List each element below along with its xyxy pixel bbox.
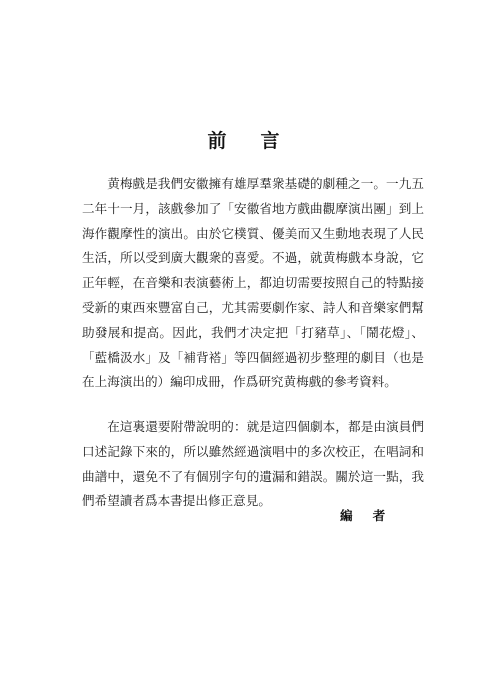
page-title: 前言 bbox=[207, 130, 314, 152]
editor-signature: 編者 bbox=[340, 508, 406, 523]
preface-paragraph-1 bbox=[82, 172, 424, 395]
preface-paragraph-2 bbox=[82, 415, 424, 514]
paragraph-text: 在這裏還要附帶說明的：就是這四個劇本，都是由演員們口述記錄下來的，所以雖然經過演唱中的多次校正，在唱詞和曲譜中，還免不了有個別字句的遺漏和錯誤。關於這一點，我們希望讀者爲本書提出修正意見。 bbox=[82, 419, 424, 509]
paragraph-text: 黄梅戲是我們安徽擁有雄厚羣衆基礎的劇種之一。一九五二年十一月，該戲參加了「安徽省地方戲曲觀摩演出團」到上海作觀摩性的演出。由於它樸質、優美而又生動地表現了人民生活，所以受到廣大觀衆的喜愛。不過，就黄梅戲本身說，它正年輕，在音樂和表演藝術上，都迫切需要按照自己的特點接受新的東西來豐富自己，尤其需要劇作家、詩人和音樂家們幫助發展和提高。因此，我們才决定把「打豬草」、「鬧花燈」、「藍橋汲水」及「補背褡」等四個經過初步整理的劇目（也是在上海演出的）編印成冊，作爲研究黄梅戲的參考資料。 bbox=[82, 176, 424, 390]
